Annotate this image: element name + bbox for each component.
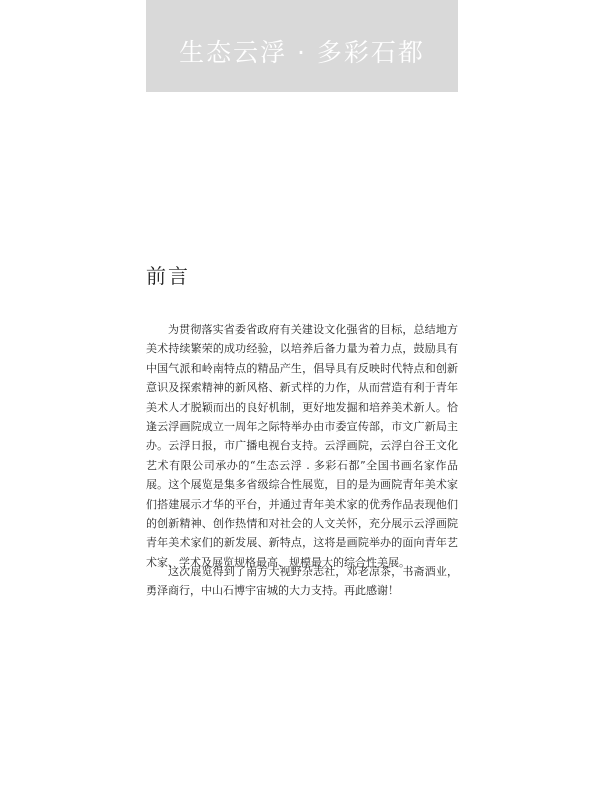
section-heading: 前言 — [146, 264, 190, 288]
header-banner — [146, 0, 458, 92]
body-paragraph-1: 为贯彻落实省委省政府有关建设文化强省的目标，总结地方美术持续繁荣的成功经验，以培养后备力量为着力点，鼓励具有中国气派和岭南特点的精品产生，倡导具有反映时代特点和创新意识及探索精神的新风格、新式样的力作，从而营造有利于青年美术人才脱颖而出的良好机制，更好地发掘和培养美术新人。恰逢云浮画院成立一周年之际特举办由市委宣传部，市文广新局主办。云浮日报，市广播电视台支持。云浮画院，云浮白谷王文化艺术有限公司承办的“生态云浮 . 多彩石都”全国书画名家作品展。这个展览是集多省级综合性展览，目的是为画院青年美术家们搭建展示才华的平台，并通过青年美术家的优秀作品表现他们的创新精神、创作热情和对社会的人文关怀，充分展示云浮画院青年美术家们的新发展、新特点，这将是画院举办的面向青年艺术家、学术及展览规格最高、规模最大的综合性美展。 — [146, 323, 458, 569]
body-paragraph-2: 这次展览得到了南方大视野杂志社，邓老凉茶，书斋酒业，勇泽商行，中山石博宇宙城的大力支持。再此感谢！ — [146, 565, 458, 598]
header-title: 生态云浮 · 多彩石都 — [179, 38, 425, 67]
